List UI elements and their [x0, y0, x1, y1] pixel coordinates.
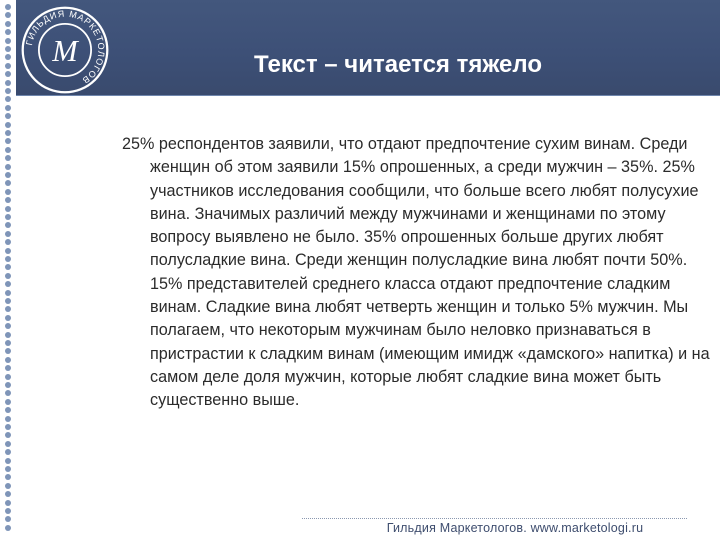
border-dot: [5, 54, 11, 60]
border-dot: [5, 382, 11, 388]
border-dot: [5, 197, 11, 203]
footer-divider: [302, 518, 687, 519]
border-dot: [5, 340, 11, 346]
border-dot: [5, 416, 11, 422]
border-dot: [5, 332, 11, 338]
border-dot: [5, 407, 11, 413]
border-dot: [5, 164, 11, 170]
border-dot: [5, 365, 11, 371]
border-dot: [5, 500, 11, 506]
border-dot: [5, 96, 11, 102]
border-dot: [5, 315, 11, 321]
border-dot: [5, 38, 11, 44]
border-dot: [5, 491, 11, 497]
border-dot: [5, 138, 11, 144]
border-dot: [5, 348, 11, 354]
border-dot: [5, 231, 11, 237]
border-dot: [5, 508, 11, 514]
border-dot: [5, 21, 11, 27]
border-dot: [5, 214, 11, 220]
border-dot: [5, 239, 11, 245]
dotted-border-decoration: [4, 4, 14, 534]
border-dot: [5, 264, 11, 270]
border-dot: [5, 441, 11, 447]
border-dot: [5, 113, 11, 119]
border-dot: [5, 424, 11, 430]
border-dot: [5, 483, 11, 489]
border-dot: [5, 12, 11, 18]
guild-logo-icon: [20, 5, 110, 95]
border-dot: [5, 323, 11, 329]
footer-text: Гильдия Маркетологов. www.marketologi.ru: [386, 521, 644, 535]
border-dot: [5, 4, 11, 10]
border-dot: [5, 206, 11, 212]
border-dot: [5, 306, 11, 312]
border-dot: [5, 432, 11, 438]
border-dot: [5, 256, 11, 262]
border-dot: [5, 71, 11, 77]
border-dot: [5, 290, 11, 296]
border-dot: [5, 374, 11, 380]
border-dot: [5, 390, 11, 396]
border-dot: [5, 80, 11, 86]
border-dot: [5, 189, 11, 195]
border-dot: [5, 180, 11, 186]
border-dot: [5, 105, 11, 111]
border-dot: [5, 46, 11, 52]
border-dot: [5, 357, 11, 363]
border-dot: [5, 172, 11, 178]
border-dot: [5, 147, 11, 153]
slide-title: Текст – читается тяжело: [254, 51, 542, 78]
border-dot: [5, 155, 11, 161]
logo-arc-text: ГИЛЬДИЯ МАРКЕТОЛОГОВ: [24, 8, 107, 86]
logo-monogram: М: [52, 33, 78, 68]
border-dot: [5, 298, 11, 304]
border-dot: [5, 474, 11, 480]
border-dot: [5, 281, 11, 287]
border-dot: [5, 29, 11, 35]
border-dot: [5, 466, 11, 472]
border-dot: [5, 88, 11, 94]
border-dot: [5, 399, 11, 405]
border-dot: [5, 63, 11, 69]
border-dot: [5, 222, 11, 228]
border-dot: [5, 130, 11, 136]
border-dot: [5, 525, 11, 531]
border-dot: [5, 516, 11, 522]
border-dot: [5, 458, 11, 464]
slide-body-text: 25% респондентов заявили, что отдают предпочтение сухим винам. Среди женщин об этом заявили 15% опрошенных, а среди мужчин – 35%. 25% участников исследования сообщили, что больше всего любят полусухие вина. Значимых различий между мужчинами и женщинами по этому вопросу выявлено не было. 35% опрошенных больше других любят полусладкие вина. Среди женщин полусладкие вина любят почти 50%. 15% представителей среднего класса отдают предпочтение сладким винам. Сладкие вина любят четверть женщин и только 5% мужчин. Мы полагаем, что некоторым мужчинам было неловко признаваться в пристрастии к сладким винам (имеющим имидж «дамского» напитка) и на самом деле доля мужчин, которые любят сладкие вина может быть существенно выше.: [122, 135, 710, 410]
border-dot: [5, 449, 11, 455]
border-dot: [5, 273, 11, 279]
header-divider: [16, 95, 720, 96]
border-dot: [5, 122, 11, 128]
border-dot: [5, 248, 11, 254]
